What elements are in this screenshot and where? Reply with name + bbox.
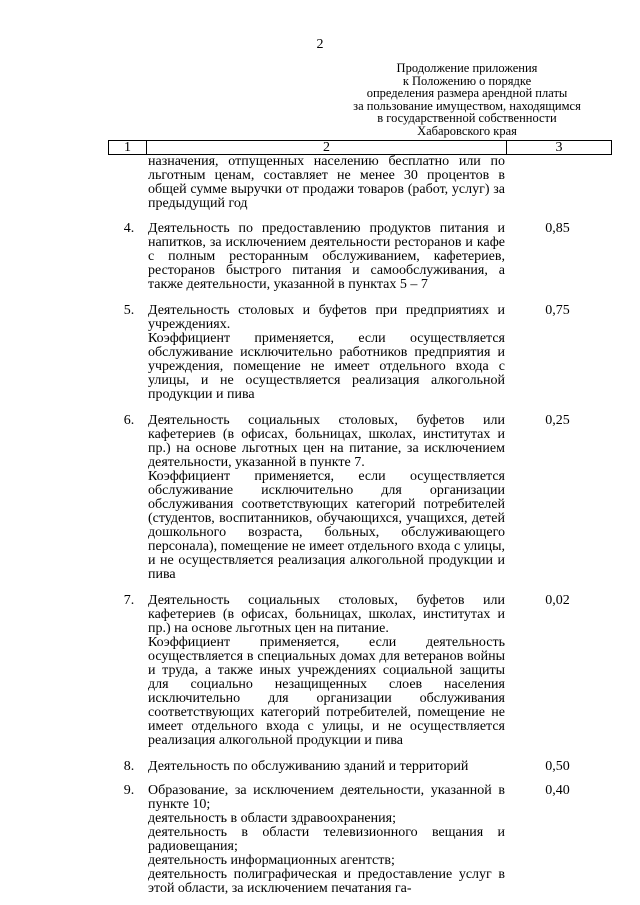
row-paragraph: деятельность информационных агентств;	[148, 853, 395, 868]
row-text	[148, 222, 505, 292]
table-row	[110, 304, 610, 402]
table-row	[110, 414, 610, 582]
row-value	[505, 155, 610, 211]
column-header: 3	[555, 140, 563, 155]
row-value: 0,25	[545, 413, 570, 428]
row-text	[148, 304, 505, 402]
row-paragraph: Деятельность столовых и буфетов при предприятиях и учреждениях.	[148, 303, 505, 332]
column-header: 1	[109, 141, 147, 154]
row-number: 6.	[123, 413, 135, 428]
row-paragraph: назначения, отпущенных населению бесплатно или по льготным ценам, составляет не менее 30 процентов в общей сумме выручки от продажи товаров (работ, услуг) за предыдущий год	[148, 154, 505, 211]
row-text	[148, 414, 505, 582]
row-paragraph: Коэффициент применяется, если деятельность осуществляется в специальных домах для ветеранов войны и труда, а также иных учреждениях социальной защиты для социально незащищенных слоев населения исключительно для организации обслуживания соответствующих категорий потребителей, помещение не имеет отдельного входа с улицы, и не осуществляется реализация алкогольной продукции и пива	[148, 635, 505, 748]
table-row	[110, 155, 610, 211]
row-text	[148, 760, 505, 774]
row-paragraph: деятельность в области телевизионного вещания и радиовещания;	[148, 825, 505, 854]
header-line: определения размера арендной платы	[366, 86, 568, 100]
header-line: Продолжение приложения	[396, 61, 538, 75]
table-header	[108, 140, 612, 155]
row-number: 4.	[123, 221, 135, 236]
row-paragraph: Образование, за исключением деятельности, указанной в пункте 10;	[148, 783, 505, 812]
column-header: 2	[147, 141, 507, 154]
row-number: 8.	[123, 759, 135, 774]
table-row	[110, 760, 610, 774]
row-text	[148, 155, 505, 211]
table-row	[110, 594, 610, 748]
row-text	[148, 784, 505, 896]
header-line: Хабаровского края	[417, 123, 517, 138]
table-row	[110, 784, 610, 896]
row-paragraph: Коэффициент применяется, если осуществляется обслуживание исключительно для организации обслуживания соответствующих категорий потребителей (студентов, воспитанников, обучающихся, учащихся, детей дошкольного возраста, больных, обслуживающего персонала), помещение не имеет отдельного входа с улицы, и не осуществляется реализация алкогольной продукции и пива	[148, 469, 505, 582]
row-value: 0,50	[545, 759, 570, 774]
row-value: 0,02	[545, 593, 570, 608]
page-number: 2	[316, 37, 324, 52]
table-body	[110, 155, 610, 896]
row-number: 7.	[123, 593, 135, 608]
table-row	[110, 222, 610, 292]
row-paragraph: Деятельность по обслуживанию зданий и территорий	[148, 759, 469, 774]
header-line: за пользование имуществом, находящимся	[353, 98, 581, 113]
row-value: 0,40	[545, 783, 570, 798]
row-number: 5.	[123, 303, 135, 318]
row-number	[110, 155, 148, 211]
row-paragraph: Деятельность социальных столовых, буфетов или кафетериев (в офисах, больницах, школах, институтах и пр.) на основе льготных цен на питание.	[148, 593, 505, 636]
header-line: к Положению о порядке	[402, 73, 532, 88]
row-number: 9.	[123, 783, 135, 798]
row-paragraph: Коэффициент применяется, если осуществляется обслуживание исключительно работников предприятия и учреждения, помещение не имеет отдельного входа с улицы, и не осуществляется реализация алкогольной продукции и пива	[148, 331, 505, 402]
row-text	[148, 594, 505, 748]
row-value: 0,75	[545, 303, 570, 318]
appendix-header	[352, 62, 582, 137]
row-paragraph: деятельность в области здравоохранения;	[148, 811, 396, 826]
row-value: 0,85	[545, 221, 570, 236]
row-paragraph: Деятельность по предоставлению продуктов питания и напитков, за исключением деятельности ресторанов и кафе с полным ресторанным обслуживанием, кафетериев, ресторанов быстрого питания и самообслуживания, а также деятельности, указанной в пунктах 5 – 7	[148, 221, 505, 292]
row-paragraph: Деятельность социальных столовых, буфетов или кафетериев (в офисах, больницах, школах, институтах и пр.) на основе льготных цен на питание, за исключением деятельности, указанной в пункте 7.	[148, 413, 505, 470]
row-paragraph: деятельность полиграфическая и предоставление услуг в этой области, за исключением печатания га-	[148, 867, 505, 896]
header-line: в государственной собственности	[377, 111, 557, 125]
